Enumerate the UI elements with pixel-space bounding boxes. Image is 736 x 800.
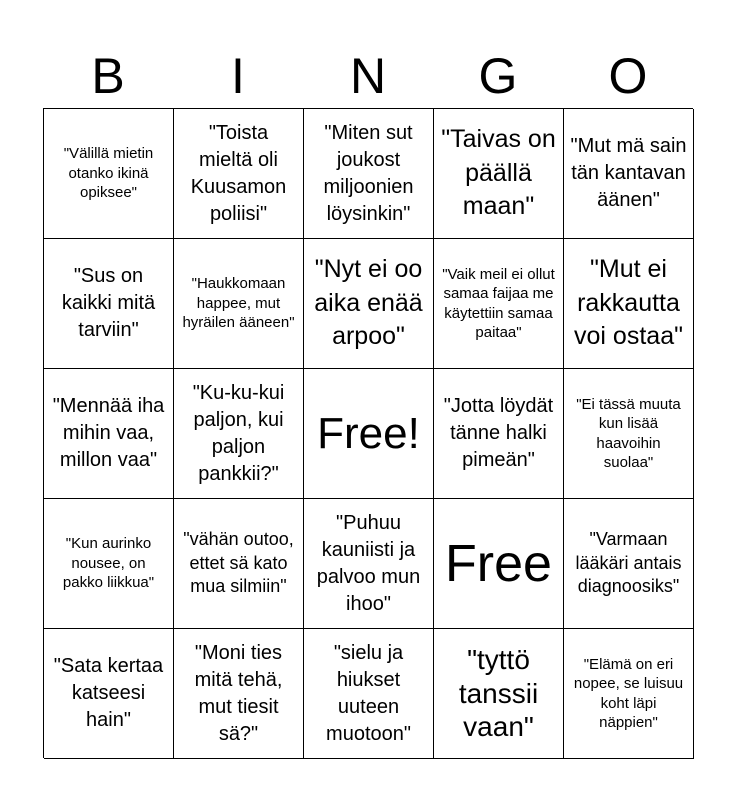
bingo-cell[interactable] [174,629,304,759]
bingo-cell[interactable] [174,369,304,499]
header-letter-o: O [608,48,648,104]
header-letter-b: B [91,48,125,104]
cell-text: "tyttö tanssii vaan" [458,644,539,743]
bingo-cell[interactable] [44,499,174,629]
cell-text: "Ei tässä muuta kun lisää haavoihin suolaa" [576,395,681,471]
bingo-cell[interactable] [304,239,434,369]
cell-text: "Sata kertaa katseesi hain" [53,655,164,731]
bingo-cell[interactable] [174,239,304,369]
cell-text: Free! [317,408,420,458]
bingo-free-space[interactable] [304,369,434,499]
bingo-cell[interactable] [564,499,694,629]
bingo-cell[interactable] [564,109,694,239]
bingo-card-grid [43,108,693,758]
bingo-free-space[interactable] [434,499,564,629]
bingo-cell[interactable] [44,109,174,239]
bingo-cell[interactable] [44,369,174,499]
cell-text: "Mut mä sain tän kantavan äänen" [570,135,687,211]
bingo-cell[interactable] [44,239,174,369]
cell-text: "Miten sut joukost miljoonien löysinkin" [323,121,414,225]
bingo-cell[interactable] [434,629,564,759]
cell-text: "Moni ties mitä tehä, mut tiesit sä?" [194,641,283,745]
bingo-cell[interactable] [434,239,564,369]
cell-text: "Kun aurinko nousee, on pakko liikkua" [62,535,155,592]
bingo-cell[interactable] [304,629,434,759]
cell-text: Free [445,534,552,593]
bingo-cell[interactable] [304,109,434,239]
bingo-cell[interactable] [44,629,174,759]
bingo-cell[interactable] [174,499,304,629]
cell-text: "Toista mieltä oli Kuusamon poliisi" [190,121,287,225]
cell-text: "Elämä on eri nopee, se luisuu koht läpi näppien" [573,655,684,731]
bingo-cell[interactable] [564,629,694,759]
cell-text: "Taivas on päällä maan" [441,124,556,221]
cell-text: "Mennää iha mihin vaa, millon vaa" [52,395,165,471]
cell-text: "Välillä mietin otanko ikinä opiksee" [63,145,154,202]
bingo-cell[interactable] [564,239,694,369]
cell-text: "Haukkomaan happee, mut hyräilen ääneen" [182,275,295,332]
bingo-cell[interactable] [564,369,694,499]
cell-text: "Puhuu kauniisti ja palvoo mun ihoo" [316,511,421,615]
bingo-cell[interactable] [434,109,564,239]
bingo-cell[interactable] [304,499,434,629]
header-letter-g: G [478,48,518,104]
cell-text: "Jotta löydät tänne halki pimeän" [443,395,554,471]
cell-text: "Varmaan lääkäri antais diagnoosiks" [575,529,682,597]
cell-text: "Sus on kaikki mitä tarviin" [61,265,156,341]
cell-text: "Nyt ei oo aika enää arpoo" [314,254,423,351]
cell-text: "vähän outoo, ettet sä kato mua silmiin" [183,529,294,597]
bingo-cell[interactable] [434,369,564,499]
header-letter-n: N [349,48,387,104]
cell-text: "Vaik meil ei ollut samaa faijaa me käytettiin samaa paitaa" [442,265,555,341]
cell-text: "sielu ja hiukset uuteen muotoon" [326,641,411,745]
cell-text: "Mut ei rakkautta voi ostaa" [574,254,683,351]
bingo-header [43,44,693,108]
bingo-cell[interactable] [174,109,304,239]
header-letter-i: I [231,48,245,104]
cell-text: "Ku-ku-kui paljon, kui paljon pankkii?" [192,381,285,485]
